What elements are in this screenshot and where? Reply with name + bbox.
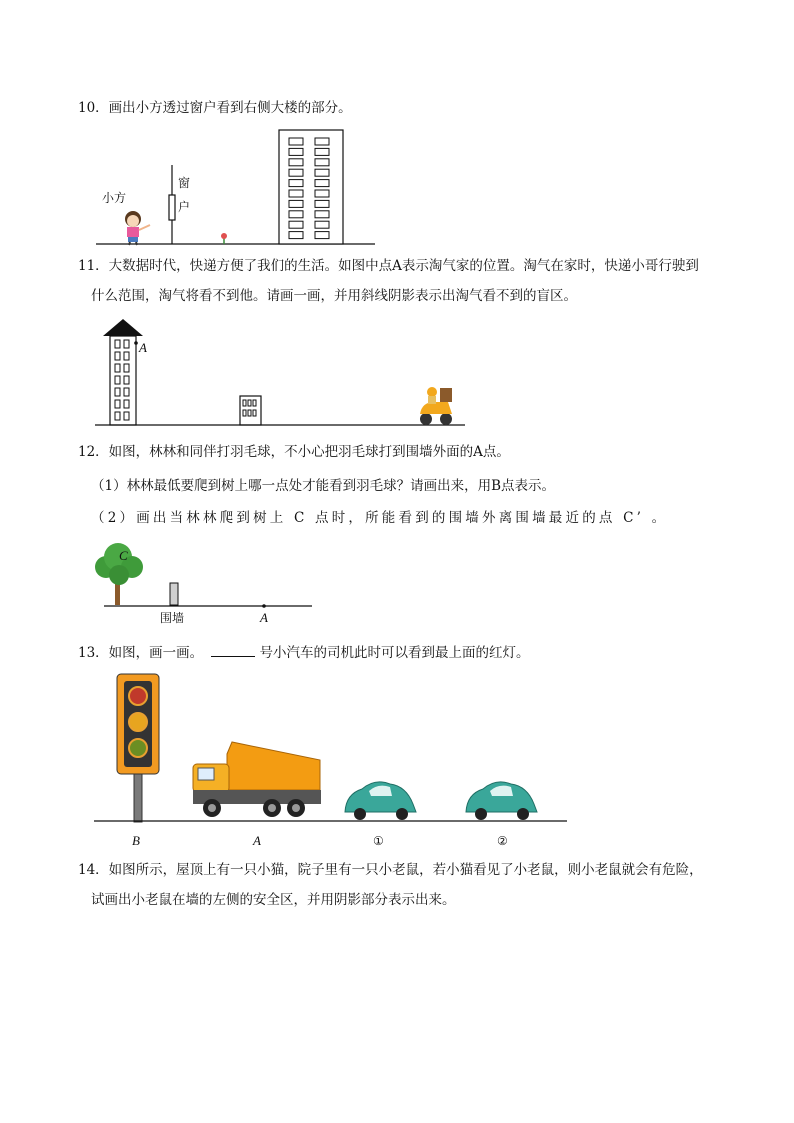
building-window: [289, 138, 303, 145]
building-window: [315, 159, 329, 166]
building-window: [315, 148, 329, 155]
q13-figure: [90, 672, 570, 850]
tower-window: [115, 340, 120, 348]
tower-window: [115, 400, 120, 408]
car-1-icon: [345, 782, 416, 820]
tower-roof: [103, 319, 143, 336]
window-label-2: 户: [178, 200, 191, 214]
tower-window: [124, 340, 129, 348]
tower-window: [124, 400, 129, 408]
tower-window: [124, 412, 129, 420]
point-c-label: C: [119, 548, 128, 563]
car-2-icon: [466, 782, 537, 820]
q12-line1: 12．如图，林林和同伴打羽毛球，不小心把羽毛球打到围墙外面的A点。: [78, 444, 510, 460]
building-window: [315, 190, 329, 197]
building-window: [315, 138, 329, 145]
q12-line3: （2）画出当林林爬到树上 C 点时，所能看到的围墙外离围墙最近的点 C’ 。: [91, 510, 669, 526]
building-window: [315, 221, 329, 228]
tower-window: [115, 364, 120, 372]
dump-truck-icon: [193, 742, 321, 817]
wall-label: 围墙: [160, 611, 185, 625]
tower-window: [124, 388, 129, 396]
q10-figure: [90, 125, 380, 250]
point-a-label: A: [260, 610, 268, 625]
building-window: [315, 232, 329, 239]
q11-line2: 什么范围，淘气将看不到他。请画一画，并用斜线阴影表示出淘气看不到的盲区。: [91, 288, 577, 304]
tower-window: [115, 376, 120, 384]
yellow-light-icon: [129, 713, 147, 731]
window: [169, 195, 175, 220]
green-light-icon: [129, 739, 147, 757]
point-a-label: A: [139, 340, 147, 355]
q11-line1: 11．大数据时代，快递方便了我们的生活。如图中点A表示淘气家的位置。淘气在家时，快递小哥行驶到: [78, 258, 699, 274]
point-a-label: A: [253, 833, 261, 848]
red-light-icon: [129, 687, 147, 705]
window-label-1: 窗: [178, 176, 191, 190]
wall: [170, 583, 178, 605]
q13-prefix: 13．如图，画一画。: [78, 645, 204, 661]
flower-icon: [221, 233, 227, 244]
tower-window: [115, 412, 120, 420]
building-window: [289, 232, 303, 239]
building-window: [315, 200, 329, 207]
tower-building: [110, 336, 136, 425]
point-b-label: B: [132, 833, 140, 848]
q13-suffix: 号小汽车的司机此时可以看到最上面的红灯。: [259, 645, 530, 661]
building-window: [289, 200, 303, 207]
tower-window: [124, 352, 129, 360]
q13-text: [78, 642, 529, 663]
q14-line2: 试画出小老鼠在墙的左侧的安全区，并用阴影部分表示出来。: [91, 892, 456, 908]
building-window: [289, 180, 303, 187]
answer-blank[interactable]: [211, 642, 255, 657]
q12-line2: （1）林林最低要爬到树上哪一点处才能看到羽毛球？请画出来，用B点表示。: [91, 478, 556, 494]
building-window: [289, 190, 303, 197]
building-window: [289, 159, 303, 166]
building-window: [289, 211, 303, 218]
tower-window: [124, 364, 129, 372]
tower-window: [115, 352, 120, 360]
tower-window: [115, 388, 120, 396]
q11-figure: [90, 316, 470, 431]
building-window: [289, 148, 303, 155]
car-1-label: ①: [373, 834, 384, 848]
courier-scooter-icon: [420, 387, 452, 425]
car-2-label: ②: [497, 834, 508, 848]
point-a: [134, 341, 138, 345]
building-window: [315, 169, 329, 176]
q12-figure: [90, 535, 320, 625]
person-label: 小方: [102, 191, 127, 205]
signal-pole: [134, 772, 142, 822]
tower-window: [124, 376, 129, 384]
point-a: [262, 604, 266, 608]
traffic-light: [117, 674, 159, 822]
girl-figure: [125, 211, 150, 245]
building-window: [289, 221, 303, 228]
q14-line1: 14．如图所示，屋顶上有一只小猫，院子里有一只小老鼠，若小猫看见了小老鼠，则小老鼠就会有危险，: [78, 862, 703, 878]
building-window: [315, 180, 329, 187]
building-window: [289, 169, 303, 176]
q10-text: 10．画出小方透过窗户看到右侧大楼的部分。: [78, 100, 352, 116]
building-window: [315, 211, 329, 218]
